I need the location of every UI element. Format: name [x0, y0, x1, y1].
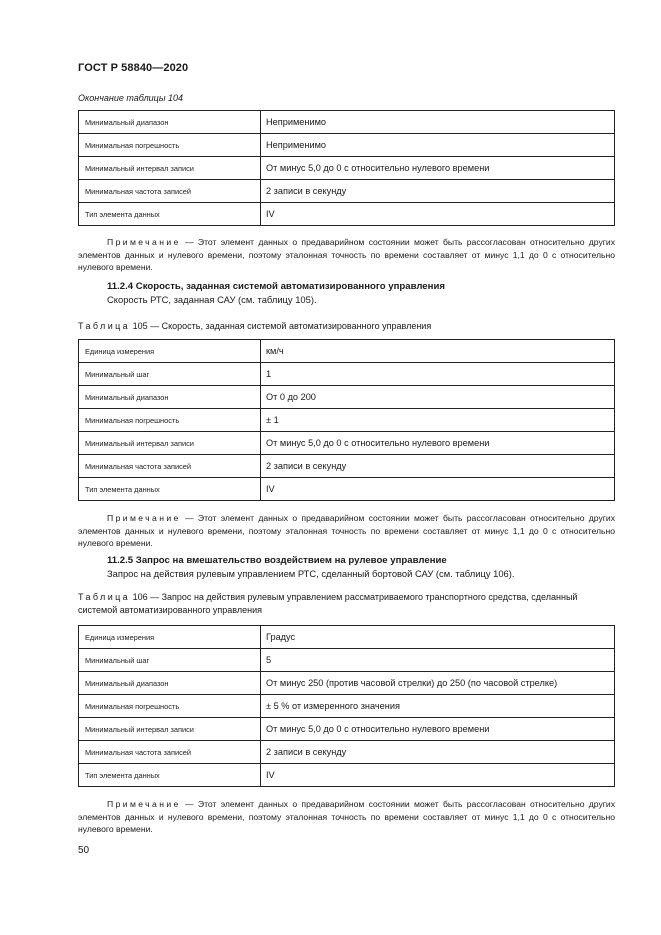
caption-text: 105 — Скорость, заданная системой автоматизированного управления [130, 321, 432, 331]
document-header: ГОСТ Р 58840—2020 [78, 62, 189, 74]
row-key: Минимальный шаг [79, 649, 261, 672]
row-key: Минимальная погрешность [79, 134, 261, 157]
table-row [79, 203, 615, 226]
row-value: От минус 250 (против часовой стрелки) до 250 (по часовой стрелке) [261, 672, 615, 695]
table-row [79, 695, 615, 718]
row-key: Минимальная погрешность [79, 409, 261, 432]
row-value: 1 [261, 363, 615, 386]
row-key: Минимальная погрешность [79, 695, 261, 718]
row-key: Минимальный интервал записи [79, 718, 261, 741]
note-text: — Этот элемент данных о предаварийном состоянии может быть рассогласован относительно других элементов данных и нулевого времени, поэтому эталонная точность по времени составляет от минус 1,1 до 0 с относительно нулевого времени. [78, 799, 615, 834]
row-key: Тип элемента данных [79, 764, 261, 787]
table-104-note [78, 236, 615, 274]
row-value: От минус 5,0 до 0 с относительно нулевого времени [261, 432, 615, 455]
row-key: Минимальный диапазон [79, 672, 261, 695]
note-label: Примечание [107, 513, 181, 523]
caption-text: 106 — Запрос на действия рулевым управлением рассматриваемого транспортного средства, сделанный системой автоматизированного управления [78, 592, 578, 615]
section-title-11-2-4: 11.2.4 Скорость, заданная системой автоматизированного управления [107, 281, 445, 292]
table-row [79, 649, 615, 672]
note-text: — Этот элемент данных о предаварийном состоянии может быть рассогласован относительно других элементов данных и нулевого времени, поэтому эталонная точность по времени составляет от минус 1,1 до 0 с относительно нулевого времени. [78, 237, 615, 272]
table-105-note [78, 512, 615, 550]
table-row [79, 111, 615, 134]
row-key: Минимальный интервал записи [79, 432, 261, 455]
row-key: Минимальная частота записей [79, 180, 261, 203]
table-row [79, 672, 615, 695]
row-value: 2 записи в секунду [261, 741, 615, 764]
table-row [79, 134, 615, 157]
table-row [79, 363, 615, 386]
row-key: Минимальный диапазон [79, 386, 261, 409]
note-text: — Этот элемент данных о предаварийном состоянии может быть рассогласован относительно других элементов данных и нулевого времени, поэтому эталонная точность по времени составляет от минус 1,1 до 0 с относительно нулевого времени. [78, 513, 615, 548]
table-row [79, 157, 615, 180]
table-106-note [78, 798, 615, 836]
page-number: 50 [78, 845, 90, 856]
caption-label: Таблица [78, 592, 131, 602]
row-key: Тип элемента данных [79, 478, 261, 501]
table-104 [78, 110, 615, 226]
section-body-11-2-5: Запрос на действия рулевым управлением РТС, сделанный бортовой САУ (см. таблицу 106). [107, 568, 515, 579]
note-label: Примечание [107, 799, 181, 809]
table-104-caption: Окончание таблицы 104 [78, 93, 183, 103]
table-105-caption [78, 320, 431, 333]
row-value: 5 [261, 649, 615, 672]
caption-label: Таблица [78, 321, 131, 331]
row-key: Единица измерения [79, 626, 261, 649]
row-value: IV [261, 764, 615, 787]
row-value: ± 1 [261, 409, 615, 432]
table-row [79, 455, 615, 478]
row-key: Минимальный диапазон [79, 111, 261, 134]
table-106-caption [78, 591, 615, 617]
row-value: км/ч [261, 340, 615, 363]
row-value: IV [261, 478, 615, 501]
row-value: 2 записи в секунду [261, 455, 615, 478]
table-105 [78, 339, 615, 501]
table-106 [78, 625, 615, 787]
table-row [79, 718, 615, 741]
section-body-11-2-4: Скорость РТС, заданная САУ (см. таблицу 105). [107, 294, 317, 305]
table-row [79, 180, 615, 203]
row-key: Единица измерения [79, 340, 261, 363]
table-row [79, 432, 615, 455]
row-key: Минимальный шаг [79, 363, 261, 386]
row-key: Минимальная частота записей [79, 455, 261, 478]
row-value: 2 записи в секунду [261, 180, 615, 203]
table-row [79, 340, 615, 363]
row-value: От минус 5,0 до 0 с относительно нулевого времени [261, 718, 615, 741]
table-row [79, 478, 615, 501]
row-value: От минус 5,0 до 0 с относительно нулевого времени [261, 157, 615, 180]
section-title-11-2-5: 11.2.5 Запрос на вмешательство воздействием на рулевое управление [107, 555, 447, 566]
row-key: Минимальная частота записей [79, 741, 261, 764]
row-key: Минимальный интервал записи [79, 157, 261, 180]
row-value: Неприменимо [261, 111, 615, 134]
row-value: Градус [261, 626, 615, 649]
row-value: От 0 до 200 [261, 386, 615, 409]
row-value: IV [261, 203, 615, 226]
note-label: Примечание [107, 237, 181, 247]
table-row [79, 409, 615, 432]
row-value: Неприменимо [261, 134, 615, 157]
row-value: ± 5 % от измеренного значения [261, 695, 615, 718]
table-row [79, 741, 615, 764]
table-row [79, 764, 615, 787]
table-row [79, 626, 615, 649]
row-key: Тип элемента данных [79, 203, 261, 226]
table-row [79, 386, 615, 409]
